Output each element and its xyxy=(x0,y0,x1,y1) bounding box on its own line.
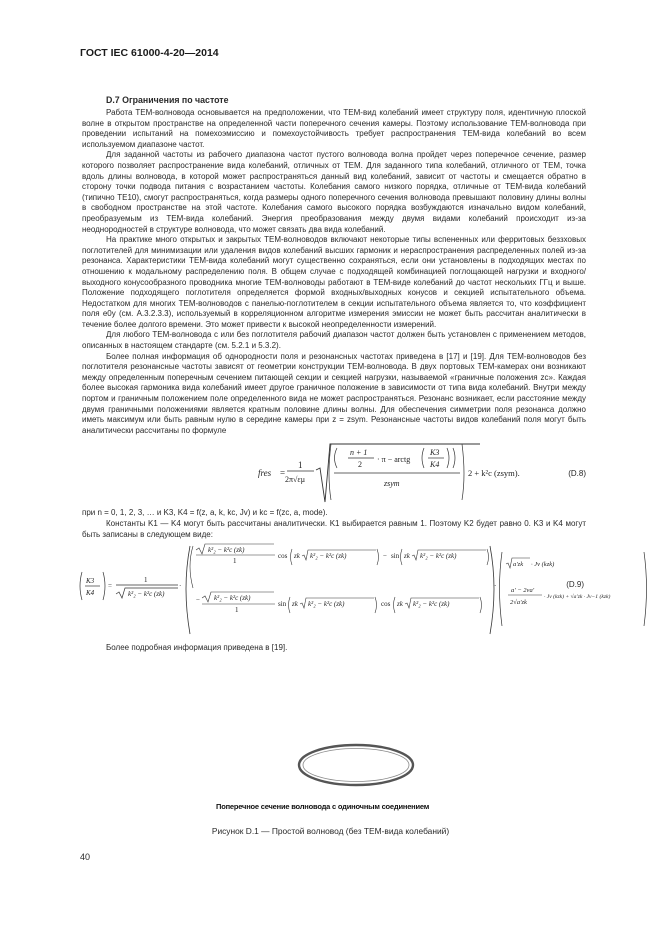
paragraph-constants: Константы K1 — K4 могут быть рассчитаны аналитически. K1 выбирается равным 1. Поэтому K2 будет равно 0. K3 и K4 могут быть записаны в следующем виде: xyxy=(82,519,586,539)
row1-one: 1 xyxy=(233,557,237,566)
section-heading: D.7 Ограничения по частоте xyxy=(106,95,229,105)
k3-symbol: K3 xyxy=(430,448,440,458)
paragraph-4: Для любого ТЕМ-волновода с или без поглотителя рабочий диапазон частот должен быть установлен с применением методов, описанных в настоящем стандарте (см. 5.2.1 и 5.3.2). xyxy=(82,330,586,351)
formula-d9 xyxy=(78,542,611,640)
row2-cos-lparen xyxy=(394,597,396,613)
big-right-paren xyxy=(462,444,464,500)
row2-zk: zk xyxy=(292,600,298,609)
row2-sin-lparen xyxy=(289,597,291,613)
row2-minus: − xyxy=(196,596,200,605)
row2-sin-rparen xyxy=(375,597,377,613)
d9-dot-2: · xyxy=(494,582,497,591)
k-right-paren xyxy=(447,448,449,468)
paragraph-5: Более полная информация об однородности поля и резонансных частотах приведена в [17] и [19]. Для ТЕМ-волноводов без поглотителя резонансные частоты зависят от геометрии конструкции ТЕМ-волновода. В двух портовых ТЕМ-камерах они возникают между определенным поперечным сечением питающей секции и секцией нагрузки, называемой «граничные положения zc». Каждая более высокая гармоника вида колебаний имеет другое граничное положение в зависимости от типа вида колебаний. Внутри между портом и граничным положением поле определенного вида не может распространяться. Резонанс возникает, если расстояние между двумя граничными положениями является кратным половине длины волны. Для обеспечения симметрии поля резонанса должно иметь максимум или быть равным нулю в середине камеры при z = zsym. Резонансные частоты видов колебаний поля могут быть аналитически рассчитаны по формуле xyxy=(82,351,586,435)
equals-sign: = xyxy=(280,468,286,479)
row1-sin-expr: k²₂ − k²c (zk) xyxy=(420,552,457,561)
row2-cos-zk: zk xyxy=(397,600,403,609)
row1-minus: − xyxy=(383,552,387,561)
row2-sin: sin xyxy=(278,600,287,609)
paragraph-1: Работа ТЕМ-волновода основывается на предположении, что ТЕМ-вид колебаний имеет структуру поля, идентичную плоской волне в открытом пространстве на определенной части поперечного сечения камеры. Поэтому использование ТЕМ-волновода при проведении испытаний на помехоэмиссию и помехоустойчивость требует распространения ТЕМ-вида колебаний во всем используемом диапазоне частот. xyxy=(82,108,586,149)
vector-two-sqrt: 2√a′zk xyxy=(510,599,527,607)
figure-caption: Рисунок D.1 — Простой волновод (без ТЕМ-вида колебаний) xyxy=(211,826,450,836)
formula-d8-graphic xyxy=(82,440,586,506)
d9-equals: = xyxy=(108,582,112,591)
formula-d8-where: при n = 0, 1, 2, 3, … и K3, K4 = f(z, a, k, kc, Jv) и kc = f(zc, a, mode). xyxy=(82,508,328,518)
row2-cos: cos xyxy=(381,600,391,609)
equation-number-d8: (D.8) xyxy=(568,469,586,479)
lhs-right-paren xyxy=(103,572,105,600)
row1-sqrt-expr: k²₂ − k²c (zk) xyxy=(208,546,245,555)
equation-number-d9: (D.9) xyxy=(566,580,584,590)
row2-cos-rparen xyxy=(480,597,482,613)
row1-zk: zk xyxy=(294,552,300,561)
vector-a-expr: a′ − 2va′ xyxy=(511,587,535,595)
formula-d8 xyxy=(82,440,586,506)
paragraph-3: На практике много открытых и закрытых ТЕМ-волноводов включают некоторые типы вспененных или ферритовых беззховых поглотителей для минимизации или удаления видов колебаний высших гармоник и нераспространения распределенных полей из-за резонанса. Характеристики ТЕМ-вида колебаний могут существенно сохраняться, если они установлены в подходящих местах по отношению к модальному распределению поля. В общем случае с подходящей комбинацией поглощающей нагрузки и входного/выходного конусообразного проводника многие ТЕМ-волноводы работают в ТЕМ-виде колебаний до частот нескольких ГГц и выше. Положение подходящего поглотителя определяется формой входных/выходных конусов и секцией испытательного объема. Недостатком для многих ТЕМ-волноводов с панелью-поглотителем в секции испытательного объема является то, что коэффициент поля e0y (см. А.3.2.3.3), используемый в корреляционном алгоритме измерения эмиссии не может быть рассчитан аналитически в течение более долгого времени. Это может привести к высокой неопределенности измерений. xyxy=(82,235,586,329)
lhs-k4: K4 xyxy=(86,589,95,598)
figure-inner-caption: Поперечное сечение волновода с одиночным соединением xyxy=(216,802,430,811)
waveguide-outer-ellipse xyxy=(299,745,413,785)
right-paren xyxy=(453,448,455,468)
waveguide-inner-ellipse xyxy=(303,749,409,782)
pi-arctg: · π − arctg xyxy=(377,455,411,465)
one-numerator: 1 xyxy=(298,460,303,471)
k4-symbol: K4 xyxy=(430,460,440,470)
row1-sin: sin xyxy=(391,552,400,561)
row1-cos-lparen xyxy=(291,549,293,565)
row1-left-paren xyxy=(190,546,193,588)
row1-cos-expr: k²₂ − k²c (zk) xyxy=(310,552,347,561)
matrix-right-paren xyxy=(490,546,497,634)
formula-d9-graphic xyxy=(78,542,611,640)
lhs-k3: K3 xyxy=(86,577,95,586)
left-paren xyxy=(335,448,338,468)
two-pi-sqrt: 2π√εμ xyxy=(285,475,306,485)
document-body xyxy=(82,108,611,654)
row1-sin-rparen xyxy=(487,549,489,565)
vector-jv-tail: · Jv (kzk) + √a′zk · Jv−1 (kzk) xyxy=(544,594,611,601)
row2-one: 1 xyxy=(235,606,239,615)
d9-dot-1: · xyxy=(179,582,182,591)
row1-sin-zk: zk xyxy=(404,552,410,561)
matrix-left-paren xyxy=(186,546,190,634)
formula-tail: 2 + k²c (zsym). xyxy=(468,468,520,479)
paragraph-2: Для заданной частоты из рабочего диапазона частот пустого волновода волна пройдет через поперечное сечение, размер которого позволяет распространение вида колебаний, отличных от ТЕМ. Для заданного типа колебаний, отличного от ТЕМ, точка вдоль длины волновода, в которой может распространяться данный вид колебаний, зависит от частоты и смещается обратно в сторону точки подвода питания с возрастанием частоты. Колебания самого низкого порядка, отличные от ТЕМ-вида колебаний (типично TE10), смогут распространяться, когда размеры одного поперечного сечения волновода превышают половину длины волны в свободном пространстве на этой частоте. Колебания самого высокого порядка возбуждаются изначально видом колебаний, преобразуемым из ТЕМ-вида колебаний. Энергия преобразования между двумя видами колебаний происходит из-за неоднородностей в структуре волновода, что может связать два вида колебаний. xyxy=(82,150,586,234)
row1-cos-rparen xyxy=(377,549,379,565)
two-denominator: 2 xyxy=(358,460,362,470)
k-left-paren xyxy=(422,448,424,468)
row2-sin-expr: k²₂ − k²c (zk) xyxy=(308,600,345,609)
page-number: 40 xyxy=(80,852,91,862)
vector-top-jv: · Jv (kzk) xyxy=(531,561,555,569)
row1-sin-lparen xyxy=(401,549,403,565)
paragraph-more-info: Более подробная информация приведена в [19]. xyxy=(106,643,288,653)
vector-left-paren xyxy=(500,552,503,626)
d9-sqrt-1-expr: k²₂ − k²c (zk) xyxy=(128,590,165,599)
row2-cos-expr: k²₂ − k²c (zk) xyxy=(413,600,450,609)
vector-top-azk: a′zk xyxy=(513,561,524,569)
zsym-denominator: zsym xyxy=(384,479,400,489)
fres-symbol: fres xyxy=(258,468,272,479)
vector-right-paren xyxy=(644,552,647,626)
row2-sqrt-expr: k²₂ − k²c (zk) xyxy=(214,594,251,603)
n-plus-one: n + 1 xyxy=(350,448,368,458)
lhs-left-paren xyxy=(80,572,82,600)
d9-one: 1 xyxy=(144,576,148,585)
page-header: ГОСТ IEC 61000-4-20—2014 xyxy=(80,47,219,59)
row1-cos: cos xyxy=(278,552,288,561)
